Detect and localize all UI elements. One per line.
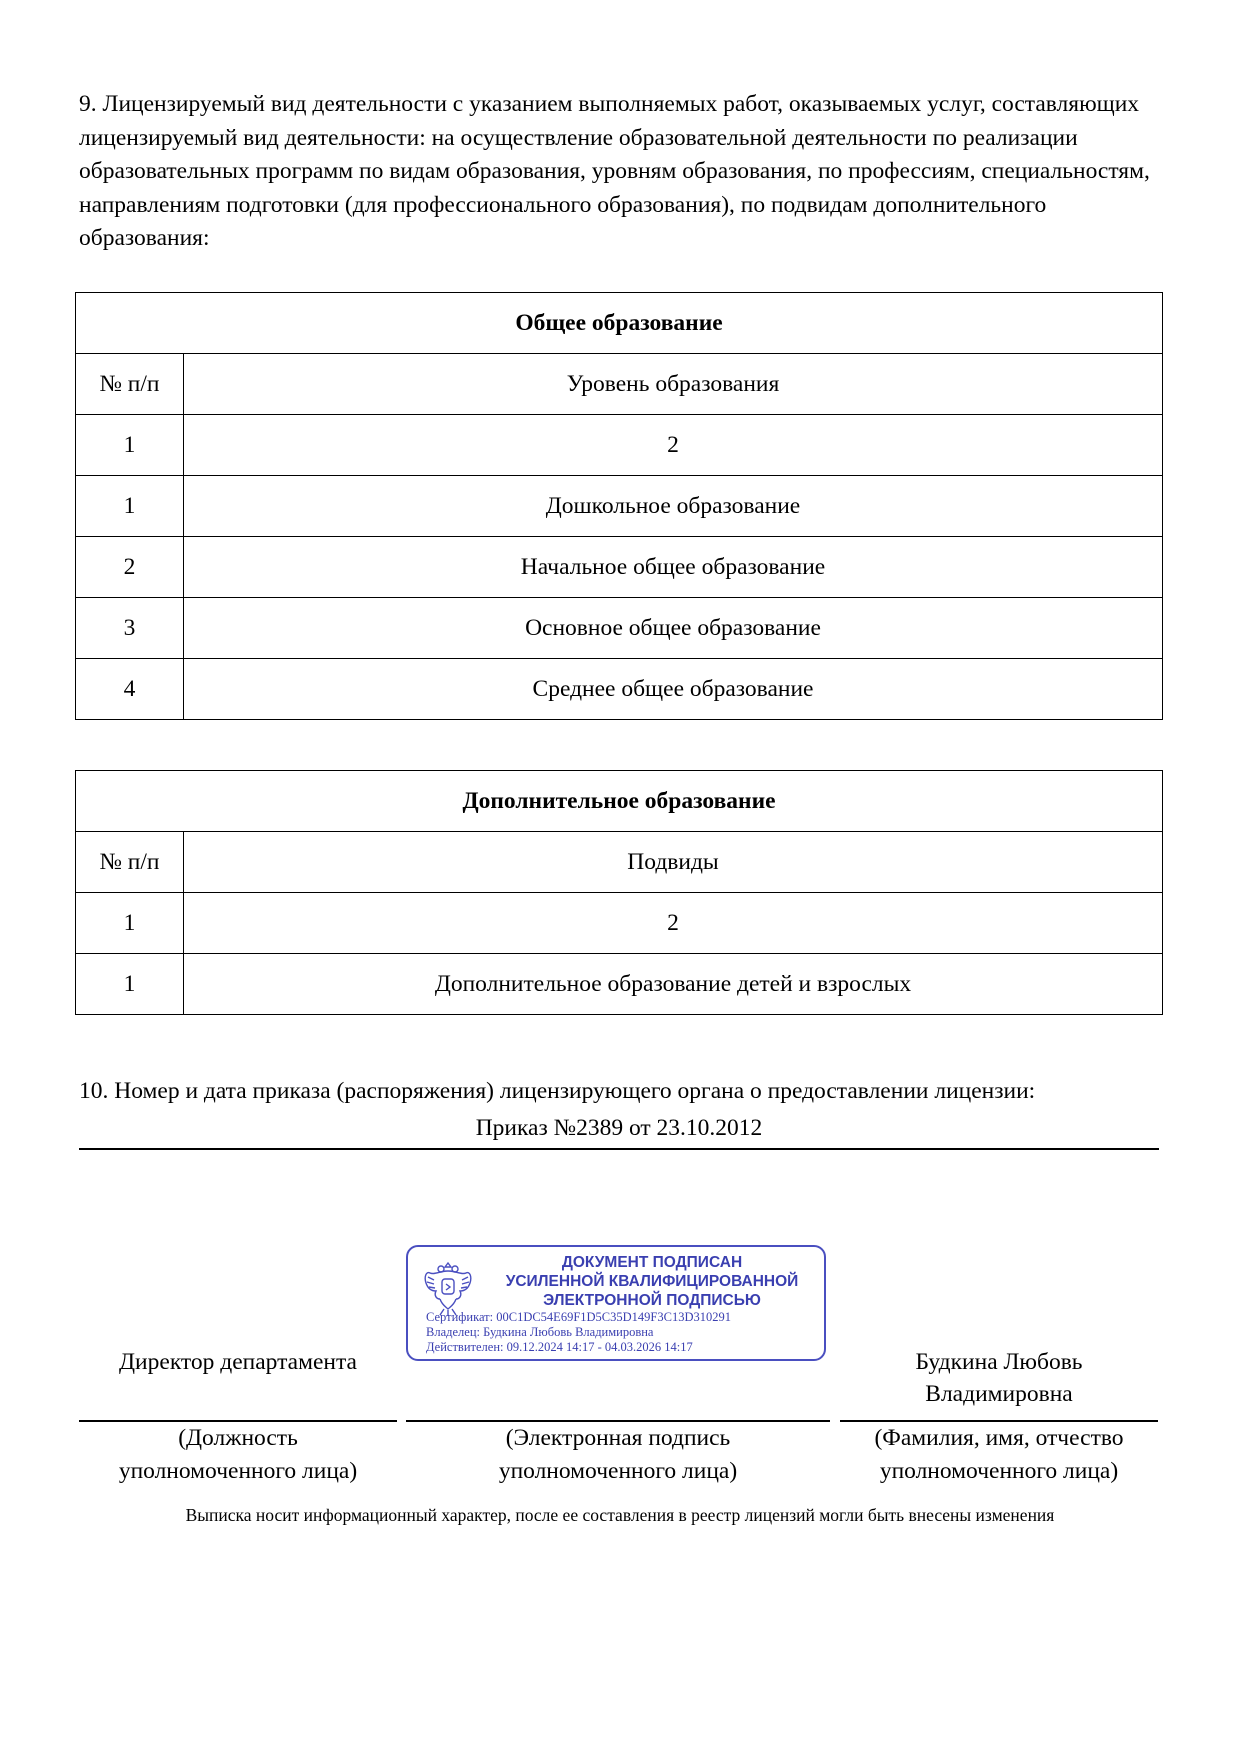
row-value: 2 [184, 415, 1163, 476]
signatory-position: Директор департамента [119, 1349, 357, 1375]
caption-line: (Должность [178, 1425, 298, 1451]
table-row [76, 415, 1163, 476]
stamp-owner: Владелец: Будкина Любовь Владимировна [426, 1325, 654, 1339]
row-number: 1 [76, 954, 184, 1015]
table-header-row [76, 832, 1163, 893]
name-caption [840, 1422, 1158, 1488]
row-value: Основное общее образование [184, 598, 1163, 659]
stamp-certificate: Сертификат: 00C1DC54E69F1D5C35D149F3C13D310291 [426, 1310, 731, 1324]
stamp-title-line: ДОКУМЕНТ ПОДПИСАН [561, 1254, 743, 1271]
table-row [76, 476, 1163, 537]
general-education-table [75, 292, 1163, 720]
table-row [76, 659, 1163, 720]
row-number: 1 [76, 415, 184, 476]
footer-note: Выписка носит информационный характер, после ее составления в реестр лицензий могли быть внесены изменения [185, 1505, 1055, 1525]
table-row [76, 954, 1163, 1015]
additional-education-table [75, 770, 1163, 1015]
column-header-subtypes: Подвиды [184, 832, 1163, 893]
signatory-name-line: Владимировна [925, 1381, 1073, 1407]
caption-line: уполномоченного лица) [118, 1458, 358, 1484]
row-value: Дополнительное образование детей и взрослых [184, 954, 1163, 1015]
table-row [76, 893, 1163, 954]
signature-caption [406, 1422, 830, 1488]
table-title-row [76, 771, 1163, 832]
table-row [76, 537, 1163, 598]
signatory-name-line: Будкина Любовь [915, 1349, 1083, 1375]
table-row [76, 598, 1163, 659]
table-header-row [76, 354, 1163, 415]
caption-line: уполномоченного лица) [498, 1458, 738, 1484]
row-number: 2 [76, 537, 184, 598]
order-number: Приказ №2389 от 23.10.2012 [79, 1112, 1159, 1150]
stamp-valid-period: Действителен: 09.12.2024 14:17 - 04.03.2026 14:17 [426, 1340, 693, 1354]
section-10-text: 10. Номер и дата приказа (распоряжения) лицензирующего органа о предоставлении лицензии: [79, 1078, 1036, 1104]
row-value: Среднее общее образование [184, 659, 1163, 720]
row-value: Дошкольное образование [184, 476, 1163, 537]
stamp-title-line: УСИЛЕННОЙ КВАЛИФИЦИРОВАННОЙ [505, 1273, 799, 1290]
caption-line: уполномоченного лица) [879, 1458, 1119, 1484]
row-number: 3 [76, 598, 184, 659]
row-number: 1 [76, 476, 184, 537]
signatory-name [840, 1346, 1158, 1410]
caption-line: (Фамилия, имя, отчество [874, 1425, 1124, 1451]
stamp-heading [480, 1253, 824, 1310]
position-caption [79, 1422, 397, 1488]
stamp-title-line: ЭЛЕКТРОННОЙ ПОДПИСЬЮ [543, 1292, 761, 1309]
table-title: Дополнительное образование [76, 771, 1163, 832]
table-title: Общее образование [76, 293, 1163, 354]
row-value: 2 [184, 893, 1163, 954]
caption-line: (Электронная подпись [505, 1425, 731, 1451]
row-value: Начальное общее образование [184, 537, 1163, 598]
column-header-level: Уровень образования [184, 354, 1163, 415]
table-title-row [76, 293, 1163, 354]
column-header-number: № п/п [76, 354, 184, 415]
electronic-signature-stamp [406, 1245, 826, 1361]
row-number: 1 [76, 893, 184, 954]
column-header-number: № п/п [76, 832, 184, 893]
section-9-text: 9. Лицензируемый вид деятельности с указанием выполняемых работ, оказываемых услуг, составляющих лицензируемый вид деятельности: на осуществление образовательной деятельности по реализации образовательных программ по видам образования, уровням образования, по профессиям, специальностям, направлениям подготовки (для профессионального образования), по подвидам дополнительного образования: [79, 91, 1150, 251]
row-number: 4 [76, 659, 184, 720]
